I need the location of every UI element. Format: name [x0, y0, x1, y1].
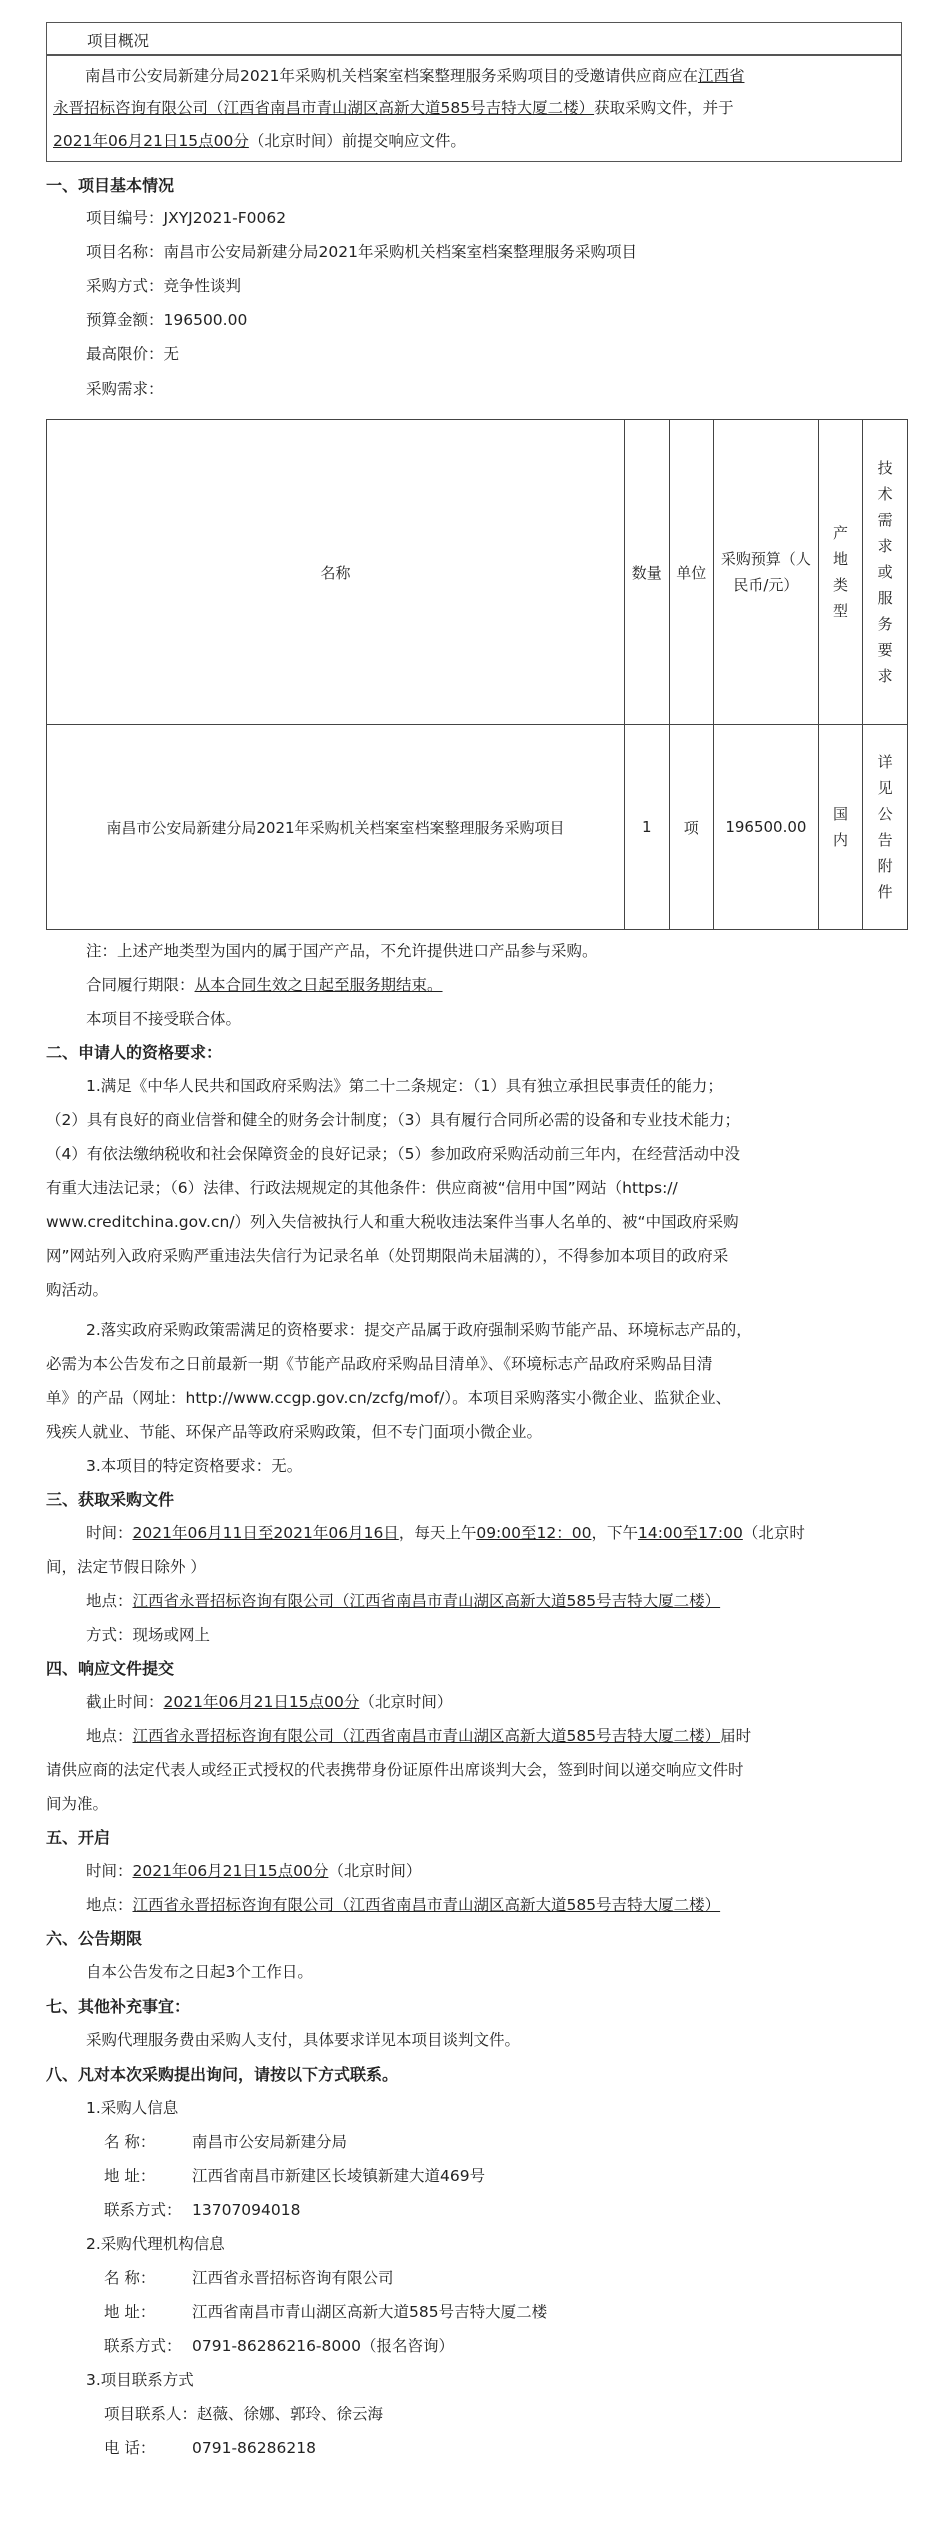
- project-contact-title: 3.项目联系方式: [86, 2371, 194, 2389]
- table-row: [47, 725, 908, 930]
- agent-contact: [104, 2334, 454, 2356]
- open-address: [86, 1893, 720, 1915]
- date-range: 2021年06月11日至2021年06月16日: [132, 1524, 399, 1542]
- agent-address-value: 江西省南昌市青山湖区高新大道585号吉特大厦二楼: [192, 2303, 548, 2321]
- acquire-method: 方式：现场或网上: [86, 1626, 211, 1644]
- overview-deadline: 2021年06月21日15点00分: [53, 132, 249, 150]
- overview-link: 江西省: [697, 67, 745, 85]
- text: （北京时间）: [359, 1693, 453, 1711]
- project-contact-people: 项目联系人：赵薇、徐娜、郭玲、徐云海: [104, 2405, 384, 2423]
- th-budget: 采购预算（人民币/元）: [714, 420, 819, 725]
- qual-line: 网”网站列入政府采购严重违法失信行为记录名单（处罚期限尚未届满的），不得参加本项目的政府采: [46, 1247, 729, 1265]
- requirements-table: [46, 419, 908, 930]
- project-contact-tel: [104, 2436, 316, 2458]
- td-requirements: 详见公告附件: [877, 753, 893, 901]
- agent-name: [104, 2266, 394, 2288]
- qual-line: 购活动。: [46, 1281, 109, 1299]
- contact-tel-value: 0791-86286218: [192, 2439, 316, 2457]
- contact-tel-label: 电 话：: [104, 2439, 156, 2457]
- time-label: 时间：: [86, 1524, 133, 1542]
- td-unit: 项: [669, 725, 714, 930]
- buyer-contact-label: 联系方式：: [104, 2201, 182, 2219]
- qual-line: www.creditchina.gov.cn/）列入失信被执行人和重大税收违法案件当事人名单的、被“中国政府采购: [46, 1213, 739, 1231]
- section-4-heading: 四、响应文件提交: [46, 1659, 175, 1678]
- submit-address: [86, 1724, 751, 1746]
- contract-period-label: 合同履行期限：: [86, 976, 195, 994]
- agent-address: [104, 2300, 547, 2322]
- qual-line: 有重大违法记录；（6）法律、行政法规规定的其他条件：供应商被“信用中国”网站（https://: [46, 1179, 678, 1197]
- policy-line: 残疾人就业、节能、环保产品等政府采购政策，但不专门面项小微企业。: [46, 1423, 543, 1441]
- overview-line-3: [53, 129, 466, 151]
- qual-line: （2）具有良好的商业信誉和健全的财务会计制度；（3）具有履行合同所必需的设备和专业技术能力；: [46, 1111, 740, 1129]
- address-value: 江西省永晋招标咨询有限公司（江西省南昌市青山湖区高新大道585号吉特大厦二楼）: [132, 1592, 721, 1610]
- section-3-heading: 三、获取采购文件: [46, 1490, 175, 1509]
- qual-line: 1.满足《中华人民共和国政府采购法》第二十二条规定：（1）具有独立承担民事责任的能力；: [86, 1077, 723, 1095]
- buyer-name-value: 南昌市公安局新建分局: [192, 2133, 348, 2151]
- overview-text: 获取采购文件，并于: [594, 99, 734, 117]
- note-consortium: 本项目不接受联合体。: [86, 1010, 242, 1028]
- section-7-heading: 七、其他补充事宜：: [46, 1997, 191, 2016]
- buyer-name: [104, 2130, 347, 2152]
- section-5-heading: 五、开启: [46, 1828, 111, 1847]
- overview-line-1: [85, 64, 744, 86]
- agent-contact-value: 0791-86286216-8000（报名咨询）: [192, 2337, 454, 2355]
- acquire-address: [86, 1589, 720, 1611]
- overview-line-2: [53, 96, 734, 118]
- budget-amount: 预算金额：196500.00: [86, 311, 248, 329]
- morning-hours: 09:00至12：00: [476, 1524, 592, 1542]
- acquire-time-cont: 间，法定节假日除外 ）: [46, 1558, 206, 1576]
- buyer-name-label: 名 称：: [104, 2133, 156, 2151]
- text: 届时: [720, 1727, 752, 1745]
- project-name: 项目名称：南昌市公安局新建分局2021年采购机关档案室档案整理服务采购项目: [86, 243, 637, 261]
- note-contract-period: [86, 973, 443, 995]
- buyer-info-title: 1.采购人信息: [86, 2099, 179, 2117]
- submit-deadline: [86, 1690, 452, 1712]
- th-requirements: 技术需求或服务要求: [877, 459, 893, 685]
- specific-qualification: 3.本项目的特定资格要求：无。: [86, 1457, 303, 1475]
- address-label: 地点：: [86, 1896, 133, 1914]
- qual-line: （4）有依法缴纳税收和社会保障资金的良好记录；（5）参加政府采购活动前三年内，在经营活动中没: [46, 1145, 740, 1163]
- acquire-time: [86, 1521, 805, 1543]
- table-header-row: [47, 420, 908, 725]
- procurement-method: 采购方式：竞争性谈判: [86, 277, 242, 295]
- section-8-heading: 八、凡对本次采购提出询问，请按以下方式联系。: [46, 2065, 399, 2084]
- section-1-heading: 一、项目基本情况: [46, 176, 175, 195]
- agent-info-title: 2.采购代理机构信息: [86, 2235, 225, 2253]
- text: ，下午: [591, 1524, 638, 1542]
- open-time: [86, 1859, 421, 1881]
- th-unit: 单位: [669, 420, 714, 725]
- policy-line: 2.落实政府采购政策需满足的资格要求：提交产品属于政府强制采购节能产品、环境标志产品的，: [86, 1321, 752, 1339]
- text: （北京时间）: [328, 1862, 422, 1880]
- project-code: 项目编号：JXYJ2021-F0062: [86, 209, 287, 227]
- agent-name-label: 名 称：: [104, 2269, 156, 2287]
- notice-period: 自本公告发布之日起3个工作日。: [86, 1963, 313, 1981]
- th-origin: 产地类型: [833, 524, 849, 620]
- td-name: 南昌市公安局新建分局2021年采购机关档案室档案整理服务采购项目: [47, 725, 625, 930]
- td-budget: 196500.00: [714, 725, 819, 930]
- submit-note: 间为准。: [46, 1795, 109, 1813]
- text: （北京时: [742, 1524, 805, 1542]
- td-origin: 国内: [833, 805, 849, 849]
- agent-name-value: 江西省永晋招标咨询有限公司: [192, 2269, 394, 2287]
- buyer-contact: [104, 2198, 300, 2220]
- address-label: 地点：: [86, 1592, 133, 1610]
- overview-text: 南昌市公安局新建分局2021年采购机关档案室档案整理服务采购项目的受邀请供应商应在: [85, 67, 698, 85]
- section-6-heading: 六、公告期限: [46, 1929, 143, 1948]
- text: ，每天上午: [398, 1524, 477, 1542]
- overview-title: 项目概况: [87, 32, 150, 50]
- td-quantity: 1: [624, 725, 669, 930]
- policy-line: 必需为本公告发布之日前最新一期《节能产品政府采购品目清单》、《环境标志产品政府采购品目清: [46, 1355, 713, 1373]
- address-value: 江西省永晋招标咨询有限公司（江西省南昌市青山湖区高新大道585号吉特大厦二楼）: [132, 1727, 721, 1745]
- overview-text: （北京时间）前提交响应文件。: [248, 132, 466, 150]
- deadline-value: 2021年06月21日15点00分: [163, 1693, 360, 1711]
- address-value: 江西省永晋招标咨询有限公司（江西省南昌市青山湖区高新大道585号吉特大厦二楼）: [132, 1896, 721, 1914]
- policy-line: 单》的产品（网址：http://www.ccgp.gov.cn/zcfg/mof/）。本项目采购落实小微企业、监狱企业、: [46, 1389, 732, 1407]
- time-value: 2021年06月21日15点00分: [132, 1862, 329, 1880]
- th-name: 名称: [47, 420, 625, 725]
- procurement-needs-label: 采购需求：: [86, 380, 164, 398]
- deadline-label: 截止时间：: [86, 1693, 164, 1711]
- agent-address-label: 地 址：: [104, 2303, 156, 2321]
- overview-link: 永晋招标咨询有限公司（江西省南昌市青山湖区高新大道585号吉特大厦二楼）: [53, 99, 595, 117]
- buyer-contact-value: 13707094018: [192, 2201, 301, 2219]
- section-2-heading: 二、申请人的资格要求：: [46, 1043, 223, 1062]
- agent-contact-label: 联系方式：: [104, 2337, 182, 2355]
- th-quantity: 数量: [624, 420, 669, 725]
- buyer-address: [104, 2164, 485, 2186]
- note-origin: 注：上述产地类型为国内的属于国产产品，不允许提供进口产品参与采购。: [86, 942, 598, 960]
- contract-period-value: 从本合同生效之日起至服务期结束。: [194, 976, 443, 994]
- overview-title-box: [46, 22, 902, 55]
- afternoon-hours: 14:00至17:00: [637, 1524, 743, 1542]
- submit-note: 请供应商的法定代表人或经正式授权的代表携带身份证原件出席谈判大会，签到时间以递交响应文件时: [46, 1761, 744, 1779]
- address-label: 地点：: [86, 1727, 133, 1745]
- overview-body-box: [46, 55, 902, 162]
- max-price: 最高限价：无: [86, 345, 180, 363]
- buyer-address-label: 地 址：: [104, 2167, 156, 2185]
- time-label: 时间：: [86, 1862, 133, 1880]
- supplementary-text: 采购代理服务费由采购人支付，具体要求详见本项目谈判文件。: [86, 2031, 521, 2049]
- buyer-address-value: 江西省南昌市新建区长堎镇新建大道469号: [192, 2167, 486, 2185]
